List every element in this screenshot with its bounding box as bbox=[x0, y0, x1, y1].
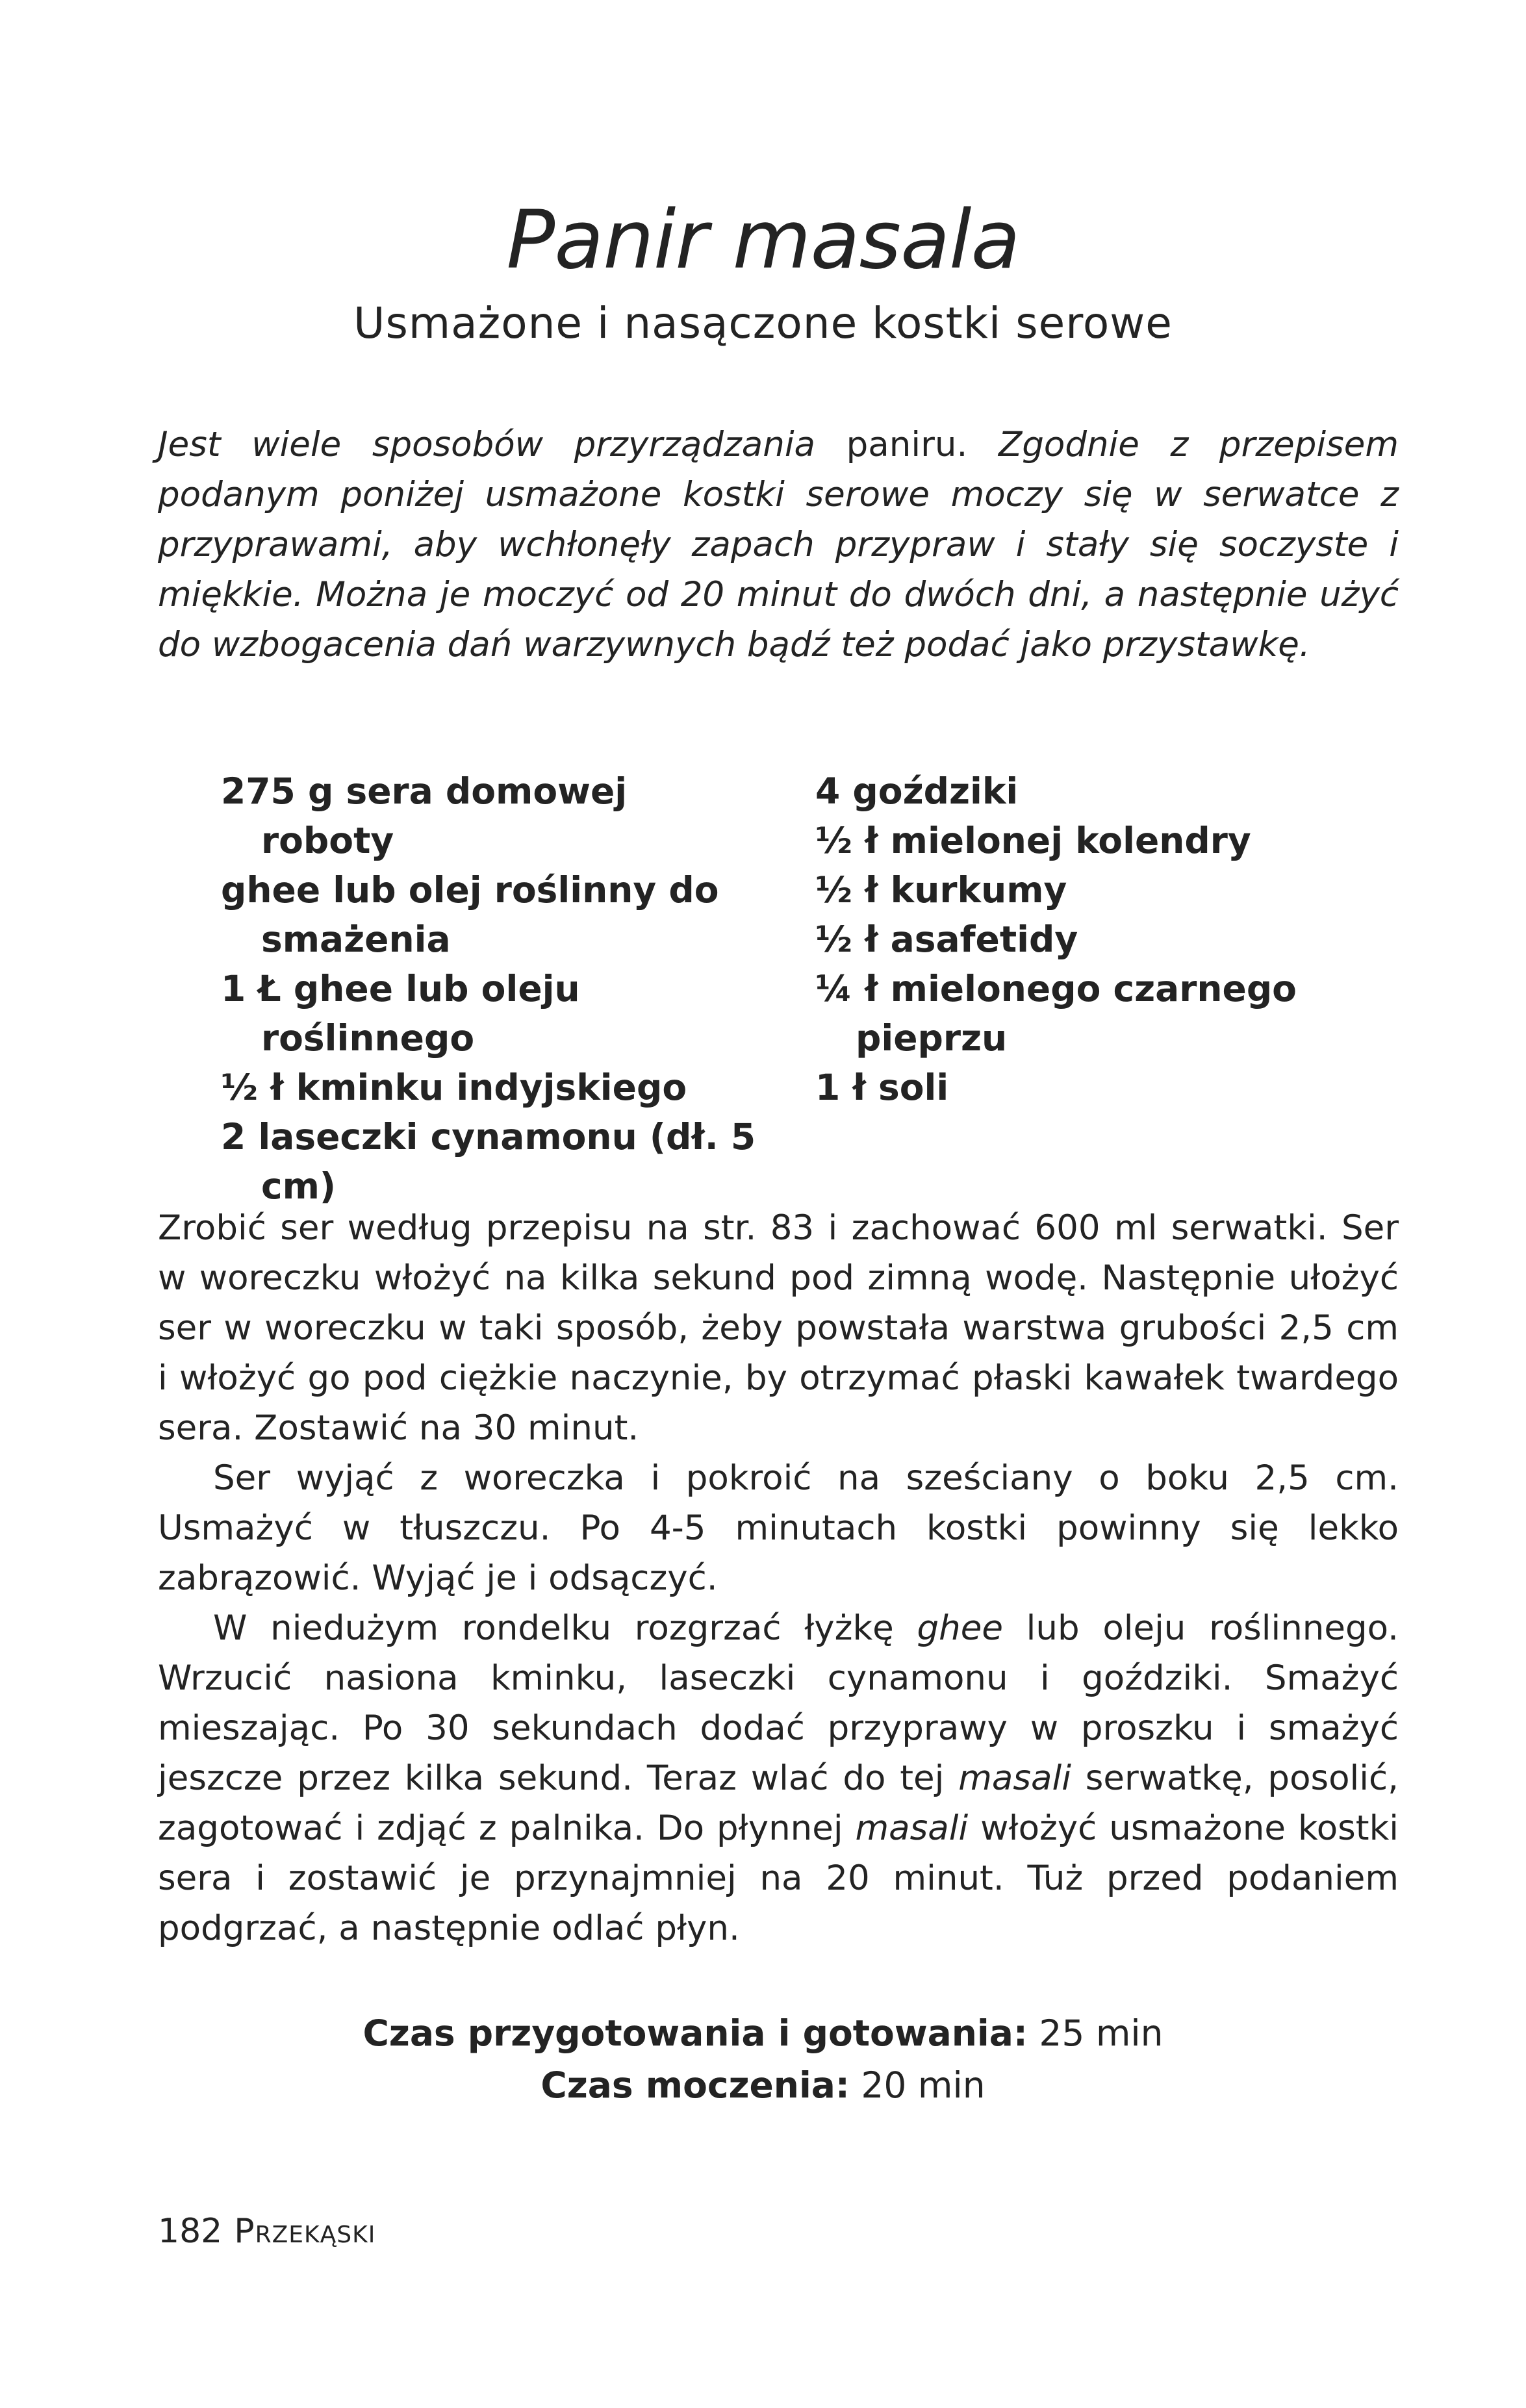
method-term-masali: masali bbox=[855, 1808, 969, 1848]
method-text: serwatkę, posolić, zagotować i zdjąć z palnika. Do płynnej bbox=[158, 1758, 1399, 1848]
ingredient-item: ghee lub olej roślinny do smażenia bbox=[221, 869, 719, 960]
recipe-title: Panir masala bbox=[506, 194, 1020, 287]
intro-text-2: Zgodnie z przepisem podanym poniżej usmażone kostki serowe moczy się w serwatce z przyprawami, aby wchłonęły zapach przypraw i stały się soczyste i miękkie. Można je moczyć od 20 minut do dwóch dni, a następnie użyć do wzbogacenia dań warzywnych bądź też podać jako przystawkę. bbox=[158, 425, 1399, 665]
ingredient-item: 4 goździki bbox=[815, 770, 1019, 812]
prep-time-label: Czas przygotowania i gotowania: bbox=[362, 2012, 1028, 2054]
ingredient-item: 1 Ł ghee lub oleju roślinnego bbox=[221, 968, 580, 1059]
method-paragraph-2: Ser wyjąć z woreczka i pokroić na sześciany o boku 2,5 cm. Usmażyć w tłuszczu. Po 4-5 minutach kostki powinny się lekko zabrązowić. Wyjąć je i odsączyć. bbox=[158, 1458, 1399, 1598]
ingredient-item: ¼ ł mielonego czarnego pieprzu bbox=[815, 968, 1297, 1059]
method-term-masali: masali bbox=[958, 1758, 1071, 1798]
section-name: Przekąski bbox=[234, 2212, 376, 2251]
ingredients-list-right bbox=[815, 767, 1400, 1112]
ingredient-item: 2 laseczki cynamonu (dł. 5 cm) bbox=[221, 1116, 756, 1207]
recipe-subtitle: Usmażone i nasączone kostki serowe bbox=[353, 298, 1173, 348]
page-footer bbox=[158, 2209, 375, 2254]
intro-word-paniru: paniru. bbox=[846, 425, 968, 464]
method-paragraph-3 bbox=[158, 1603, 1399, 1953]
soak-time-label: Czas moczenia: bbox=[540, 2064, 850, 2106]
method-text: W niedużym rondelku rozgrzać łyżkę bbox=[213, 1608, 894, 1648]
page-number: 182 bbox=[158, 2212, 223, 2251]
ingredient-item: ½ ł kminku indyjskiego bbox=[221, 1067, 687, 1108]
prep-time-value: 25 min bbox=[1039, 2012, 1164, 2054]
method-term-ghee: ghee bbox=[917, 1608, 1003, 1648]
soak-time-value: 20 min bbox=[861, 2064, 986, 2106]
method-text: lub oleju roślinnego. Wrzucić nasiona kminku, laseczki cynamonu i goździki. Smażyć mieszając. Po 30 sekundach dodać przyprawy w proszku i smażyć jeszcze przez kilka sekund. Teraz wlać do tej bbox=[158, 1608, 1399, 1798]
soak-time-line bbox=[0, 2059, 1526, 2111]
method-text: włożyć usmażone kostki sera i zostawić je przynajmniej na 20 minut. Tuż przed podaniem podgrzać, a następnie odlać płyn. bbox=[158, 1808, 1399, 1948]
timing-info bbox=[0, 2007, 1526, 2111]
method-paragraph-1: Zrobić ser według przepisu na str. 83 i zachować 600 ml serwatki. Ser w woreczku włożyć na kilka sekund pod zimną wodę. Następnie ułożyć ser w woreczku w taki sposób, żeby powstała warstwa grubości 2,5 cm i włożyć go pod ciężkie naczynie, by otrzymać płaski kawałek twardego sera. Zostawić na 30 minut. bbox=[158, 1208, 1399, 1448]
ingredient-item: ½ ł kurkumy bbox=[815, 869, 1067, 911]
intro-paragraph bbox=[158, 420, 1399, 670]
ingredient-item: 275 g sera domowej roboty bbox=[221, 770, 628, 861]
ingredient-item: ½ ł mielonej kolendry bbox=[815, 820, 1251, 861]
prep-time-line bbox=[0, 2007, 1526, 2059]
ingredient-item: ½ ł asafetidy bbox=[815, 919, 1078, 960]
intro-text-1: Jest wiele sposobów przyrządzania bbox=[158, 425, 816, 464]
method-section bbox=[158, 1203, 1399, 1953]
ingredient-item: 1 ł soli bbox=[815, 1067, 949, 1108]
ingredients-list-left bbox=[221, 767, 767, 1211]
